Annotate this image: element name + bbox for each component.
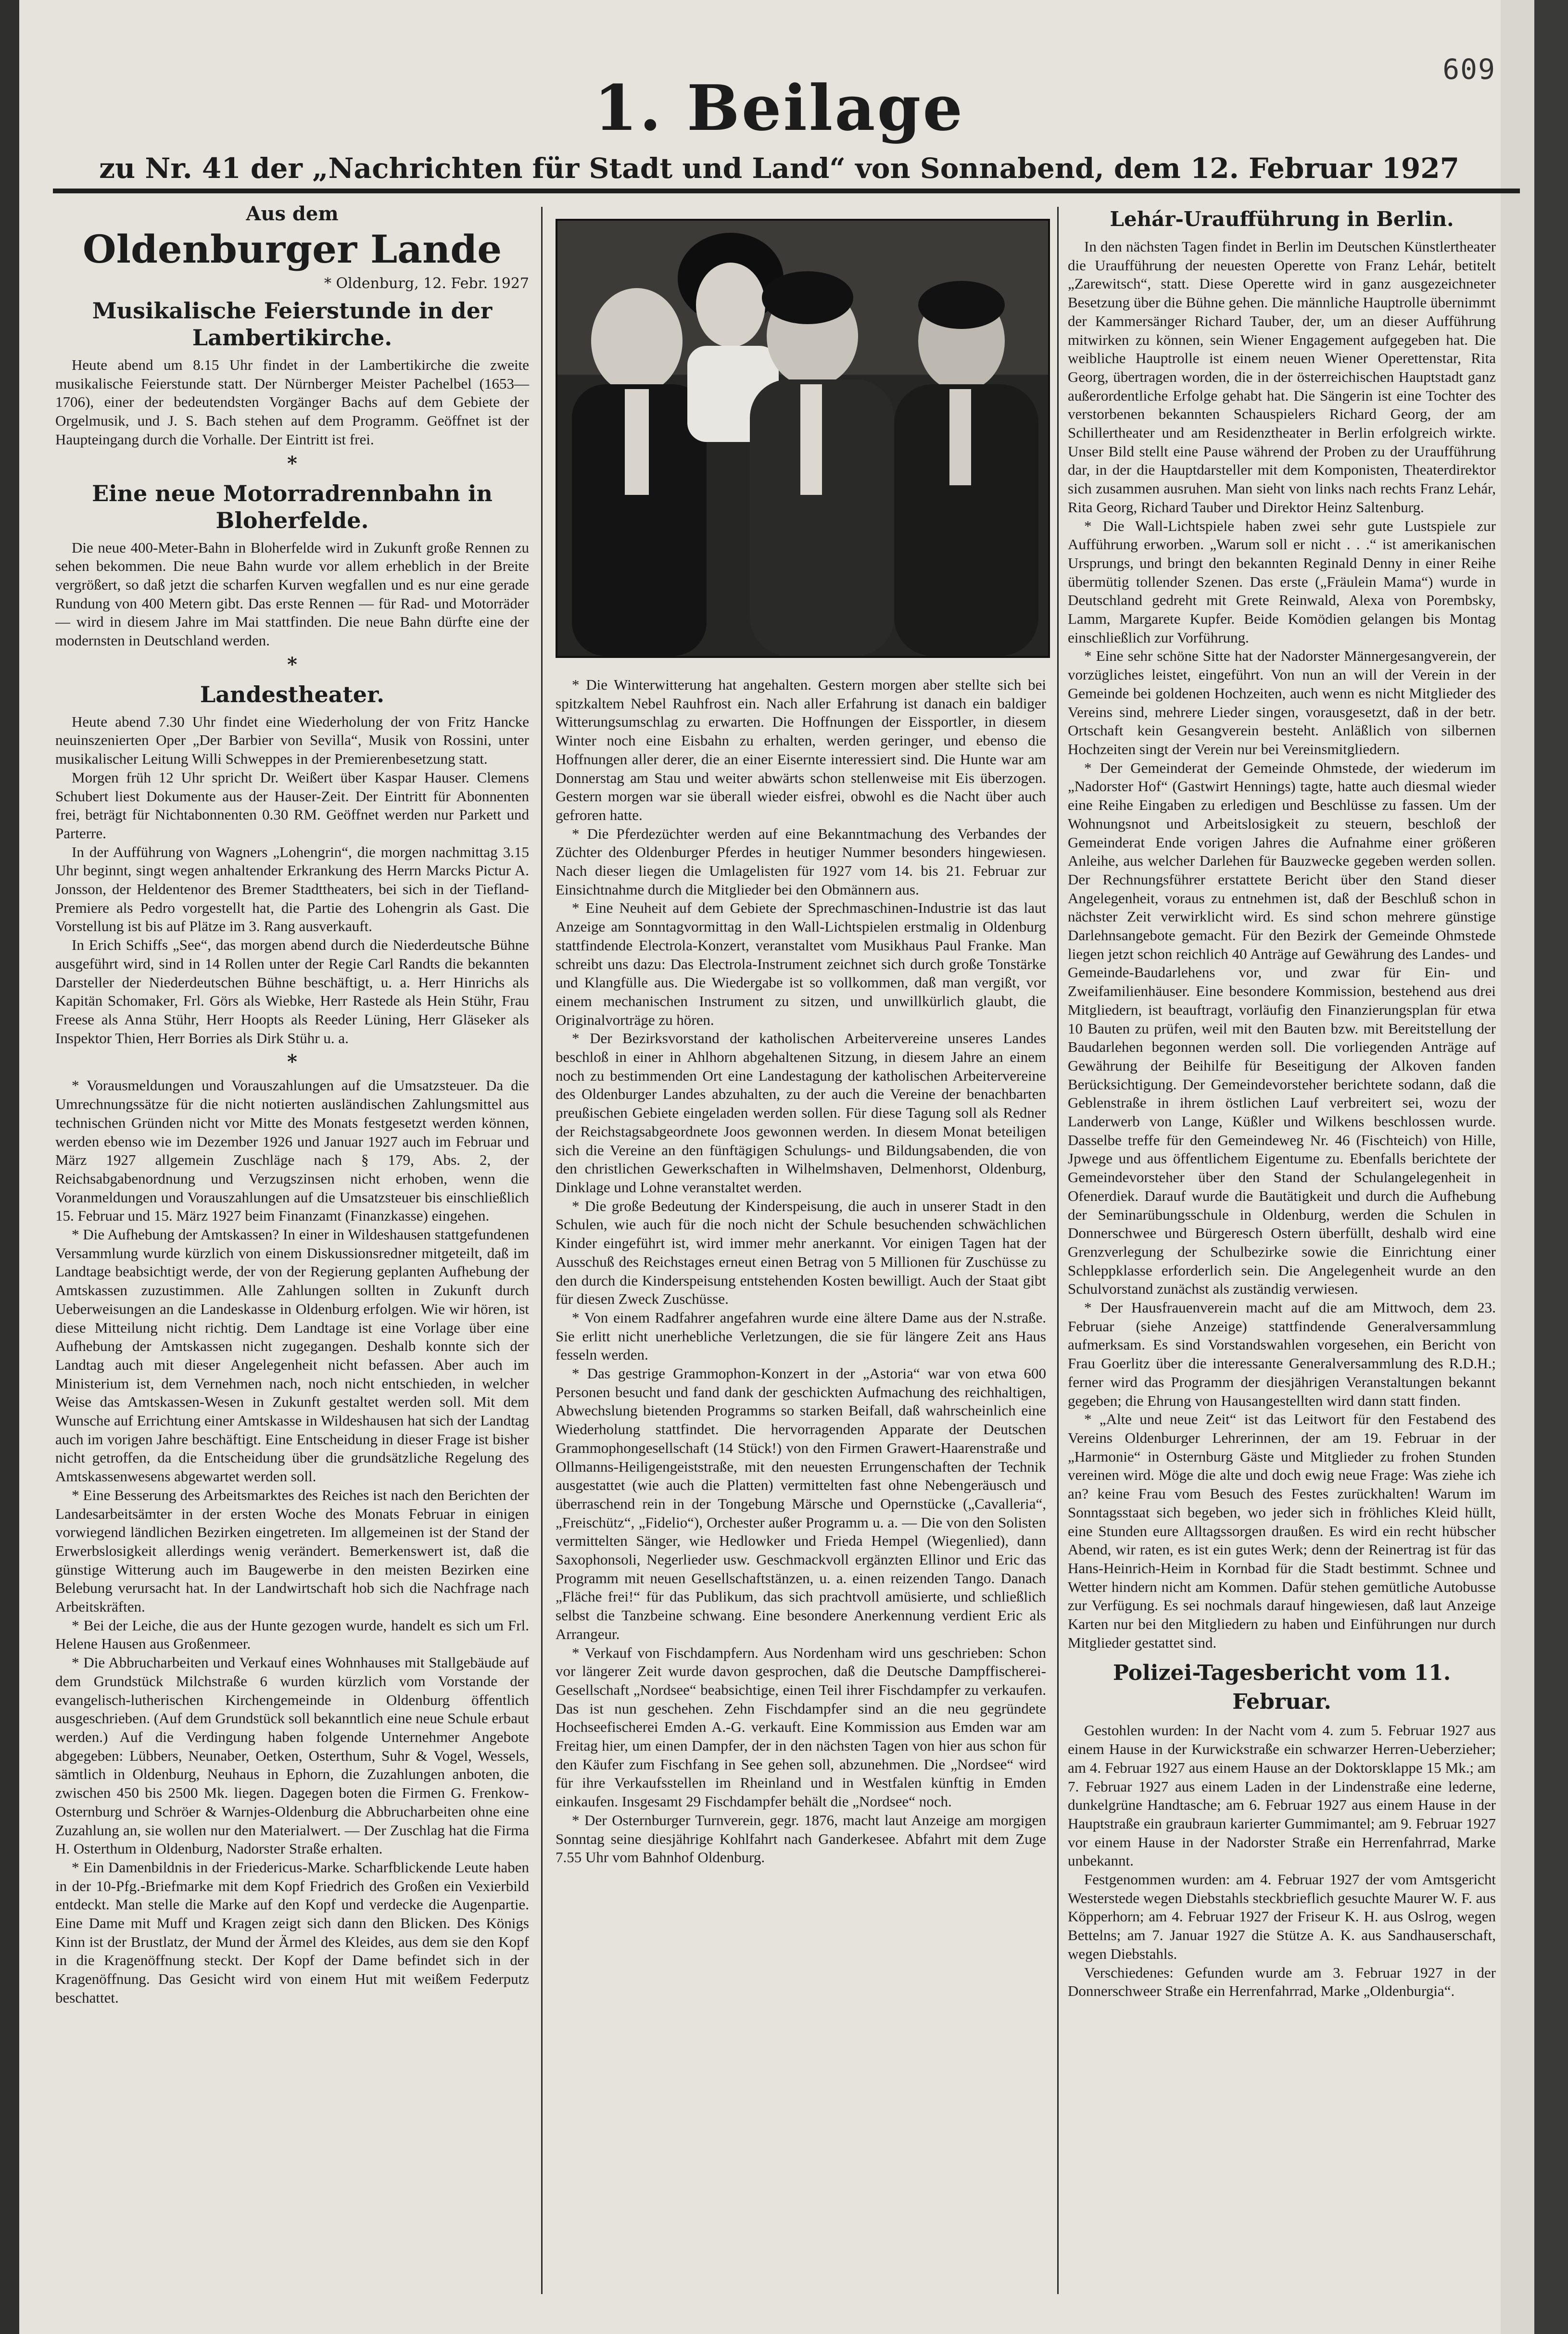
supplement-subtitle: zu Nr. 41 der „Nachrichten für Stadt und Land“ von Sonnabend, dem 12. Februar 1927 [99,152,1459,185]
separator-asterisk: * [287,653,297,676]
article-paragraph: * Bei der Leiche, die aus der Hunte gezogen wurde, handelt es sich um Frl. Helene Hausen aus Großenmeer. [55,1616,529,1653]
article-paragraph: * Eine Besserung des Arbeitsmarktes des Reiches ist nach den Berichten der Landesarbeitsämter in der ersten Woche des Monats Februar in einigen vorwiegend ländlichen Bezirken eingetreten. Im allgemeinen ist der Stand der Erwerbslosigkeit allerdings wenig verändert. Bemerkenswert ist, daß die günstige Witterung auch im Baugewerbe in den meisten Bezirken eine Belebung verursacht hat. In der Landwirtschaft hob sich die Nachfrage nach Arbeitskräften. [55,1486,529,1615]
police-report-heading: Polizei-Tagesbericht vom 11. Februar. [1113,1661,1451,1715]
newspaper-page [19,0,1534,2334]
article-paragraph: Gestohlen wurden: In der Nacht vom 4. zum 5. Februar 1927 aus einem Hause in der Kurwickstraße ein schwarzer Herren-Ueberzieher; am 4. Februar 1927 aus einem Hause an der Doktorsklappe 15 Mk.; am 7. Februar 1927 aus einem Laden in der Lindenstraße eine lederne, dunkelgrüne Handtasche; am 6. Februar 1927 aus einem Hause in der Hauptstraße ein graubraun karierter Gummimantel; am 9. Februar 1927 vor einem Hause in der Nadorster Straße ein Herrenfahrrad, Marke unbekannt. [1068,1722,1496,1869]
middle-column [556,676,1046,1867]
article-paragraph: * Die Aufhebung der Amtskassen? In einer in Wildeshausen stattgefundenen Versammlung wurde kürzlich von einem Diskussionsredner mitgeteilt, daß im Landtage beabsichtigt werde, der von der Regierung geplanten Aufhebung der Amtskassen zuzustimmen. Alle Zahlungen sollten in Zukunft durch Ueberweisungen an die Landeskasse in Oldenburg erfolgen. Wie wir hören, ist diese Mitteilung nicht richtig. Dem Landtage ist eine Vorlage über eine Aufhebung der Amtskassen nicht zugegangen. Deshalb konnte sich der Landtag auch mit dieser Angelegenheit nicht befassen. Aber auch im Ministerium ist, dem Vernehmen nach, noch nicht entschieden, in welcher Weise das Amtskassen-Wesen in Zukunft gestaltet werden soll. Mit dem Wunsche auf Errichtung einer Amtskasse in Wildeshausen hat sich der Landtag auch im vorigen Jahre beschäftigt. Eine Entscheidung in dieser Frage ist bisher nicht getroffen, da die Entscheidung über die grundsätzliche Regelung des Amtskassenwesens abgewartet werden soll. [55,1226,529,1485]
separator-asterisk: * [287,452,297,475]
person-head [591,288,683,394]
column-divider [541,207,543,2294]
article-paragraph: In Erich Schiffs „See“, das morgen abend durch die Niederdeutsche Bühne ausgeführt wird, sind in 14 Rollen unter der Regie Carl Randts die bekannten Darsteller der Niederdeutschen Bühne beschäftigt, u. a. Herr Hinrichs als Kapitän Schomaker, Frl. Görs als Wiebke, Herr Rastede als Hein Stühr, Frau Freese als Anna Stühr, Herr Hoopts als Reeder Lüning, Herr Gläseker als Inspektor Thien, Herr Borries als Dirk Stühr u. a. [55,936,529,1047]
masthead-rule [53,189,1520,193]
scan-gutter [0,0,19,2334]
article-paragraph: * Verkauf von Fischdampfern. Aus Nordenham wird uns geschrieben: Schon vor längerer Zeit wurde davon gesprochen, daß die Deutsche Dampffischerei-Gesellschaft „Nordsee“ beabsichtige, einen Teil ihrer Fischdampfer zu verkaufen. Das ist nun geschehen. Zehn Fischdampfer sind an die neu gegründete Hochseefischerei Emden A.-G. verkauft. Eine Kommission aus Emden war am Freitag hier, um einen Dampfer, der in den nächsten Tagen von hier aus schon für den Käufer zum Fischfang in See gehen soll, abzunehmen. Die „Nordsee“ wird für ihre Verkaufsstellen im Rheinland und in Westfalen künftig in Emden einkaufen. Insgesamt 29 Fischdampfer behält die „Nordsee“ noch. [556,1644,1046,1810]
article-paragraph: * „Alte und neue Zeit“ ist das Leitwort für den Festabend des Vereins Oldenburger Lehrerinnen, der am 19. Februar in der „Harmonie“ in Osternburg Gäste und Mitglieder zu frohen Stunden vereinen wird. Möge die alte und doch ewig neue Frage: Was ziehe ich an? keine Frau vom Besuch des Festes zurückhalten! Warum im Sonntagsstaat sich begeben, wo jeder sich in fröhliches Kleid hüllt, eine Stunden eure Alltagssorgen draußen. Es wird ein recht hübscher Abend, wir raten, es ist ein gutes Werk; denn der Reinertrag ist für das Hans-Heinrich-Heim in Kornbad für die Stadt bestimmt. Schnee und Wetter hindern nicht am Kommen. Dafür stehen gemütliche Autobusse zur Verfügung. Es sei nochmals darauf hingewiesen, daß laut Anzeige Karten nur bei den Mitgliedern zu haben und Einführungen nur durch Mitglieder gestattet sind. [1068,1411,1496,1651]
right-column [1068,202,1496,2001]
separator-asterisk: * [287,1050,297,1073]
supplement-title: 1. Beilage [594,71,965,145]
masthead [58,72,1501,188]
article-paragraph: In den nächsten Tagen findet in Berlin im Deutschen Künstlertheater die Uraufführung der neuesten Operette von Franz Lehár, betitelt „Zarewitsch“, statt. Diese Operette wird in ganz ausgezeichneter Besetzung über die Bühne gehen. Die männliche Hauptrolle übernimmt der Kammersänger Richard Tauber, der, um an dieser Aufführung mitwirken zu können, sein Wiener Engagement aufgegeben hat. Die weibliche Hauptrolle ist einem neuen Wiener Operettenstar, Rita Georg, übertragen worden, die in der österreichischen Hauptstadt ganz außerordentliche Erfolge gehabt hat. Die Sängerin ist eine Tochter des verstorbenen bekannten Schauspielers Richard Georg, der am Schillertheater und am Residenztheater in Berlin erfolgreich wirkte. Unser Bild stellt eine Pause während der Proben zu der Uraufführung dar, in der die Hauptdarsteller mit dem Komponisten, Theaterdirektor sich zusammen ausruhen. Man sieht von links nach rechts Franz Lehár, Rita Georg, Richard Tauber und Direktor Heinz Saltenburg. [1068,238,1496,516]
middle-articles [556,676,1046,1867]
article-paragraph: * Ein Damenbildnis in der Friedericus-Marke. Scharfblickende Leute haben in der 10-Pfg.-Briefmarke mit dem Kopf Friedrich des Großen ein Vexierbild entdeckt. Man stelle die Marke auf den Kopf und verdecke die Augenpartie. Eine Dame mit Muff und Kragen zeigt sich dann den Blicken. Des Königs Kinn ist der Brustlatz, der Mund der Ärmel des Kleides, aus dem sie den Kopf in die Kragenöffnung steckt. Der Kopf der Dame befindet sich in der Kragenöffnung. Das Gesicht wird von einem Hut mit weißem Federputz beschattet. [55,1858,529,2006]
article-heading: Eine neue Motorradrennbahn in Bloherfelde. [92,480,493,533]
lehar-heading: Lehár-Uraufführung in Berlin. [1110,207,1454,231]
person-head [696,263,765,347]
article-paragraph: Morgen früh 12 Uhr spricht Dr. Weißert über Kaspar Hauser. Clemens Schubert liest Dokumente aus der Hauser-Zeit. Der Eintritt für Abonnenten frei, beträgt für Nichtabonnenten 0.30 RM. Geöffnet werden nur Parkett und Parterre. [55,769,529,842]
article-paragraph: * Das gestrige Grammophon-Konzert in der „Astoria“ war von etwa 600 Personen besucht und fand dank der geschickten Aufmachung des reichhaltigen, Abwechslung bietenden Programms so starken Beifall, daß wahrscheinlich eine Wiederholung stattfindet. Die hervorragenden Apparate der Deutschen Grammophongesellschaft (14 Stück!) von den Firmen Grawert-Haarenstraße und Ollmanns-Heiligengeiststraße, mit den neuesten Errungenschaften der Technik ausgestattet (wie auch die Platten) vermittelten fast ohne Nebengeräusch und überraschend rein in der Tongebung Märsche und Opernstücke („Cavalleria“, „Freischütz“, „Fidelio“), Orchester außer Programm u. a. — Die von den Solisten vermittelten Sänger, wie Hedlowker und Frieda Hempel (Wiegenlied), dann Saxophonsoli, Negerlieder usw. Geschmackvoll ergänzten Ellinor und Eric das Programm mit neuen Gesellschaftstänzen, u. a. einen reizenden Tango. Danach „Fläche frei!“ für das Publikum, das sich prachtvoll amüsierte, und schließlich selbst die Tanzbeine schwang. Eine besondere Anerkennung verdient Eric als Arrangeur. [556,1365,1046,1642]
article-paragraph: Die neue 400-Meter-Bahn in Bloherfelde wird in Zukunft große Rennen zu sehen bekommen. Die neue Bahn wurde vor allem erheblich in der Breite vergrößert, so daß jetzt die scharfen Kurven wegfallen und es nur eine gerade Rundung von 400 Metern gibt. Das erste Rennen — für Rad- und Motorräder — wird in diesem Jahre im Mai stattfinden. Die neue Bahn dürfte eine der modernsten in Deutschland werden. [55,539,529,649]
police-report [1068,1721,1496,2001]
page-edge [1501,0,1534,2334]
article-paragraph: * Die große Bedeutung der Kinderspeisung, die auch in unserer Stadt in den Schulen, wie auch für die noch nicht der Schule besuchenden schwächlichen Kinder eingeführt ist, wird immer mehr anerkannt. Vor einigen Tagen hat der Ausschuß des Reichstages erneut einen Betrag von 5 Millionen für Zuschüsse zu den durch die Kinderspeisung entstehenden Kosten bewilligt. Auch der Staat gibt für diesen Zweck Zuschüsse. [556,1197,1046,1308]
article-paragraph: * Vorausmeldungen und Vorauszahlungen auf die Umsatzsteuer. Da die Umrechnungssätze für die nicht notierten ausländischen Zahlungsmittel aus technischen Gründen nicht vor Mitte des Monats festgesetzt werden können, werden ebenso wie im Dezember 1926 und Januar 1927 auch im Februar und März 1927 allgemein Zuschläge nach § 179, Abs. 2, der Reichsabgabenordnung und Verzugszinsen nicht erhoben, wenn die Voranmeldungen und Vorauszahlungen auf die Umsatzsteuer bis einschließlich 15. Februar und 15. März 1927 beim Finanzamt (Finanzkasse) eingehen. [55,1077,529,1224]
article-paragraph: Heute abend um 8.15 Uhr findet in der Lambertikirche die zweite musikalische Feierstunde statt. Der Nürnberger Meister Pachelbel (1653—1706), einer der bedeutendsten Vorgänger Bachs auf dem Gebiete der Orgelmusik, und J. S. Bach stehen auf dem Programm. Geöffnet ist der Haupteingang durch die Vorhalle. Der Eintritt ist frei. [55,356,529,448]
article-paragraph: * Die Wall-Lichtspiele haben zwei sehr gute Lustspiele zur Aufführung erworben. „Warum soll er nicht . . .“ ist amerikanischen Ursprungs, und bringt den bekannten Reginald Denny in einer Reihe übermütig tollender Szenen. Das erste („Fräulein Mama“) wurde in Deutschland gedreht mit Grete Reinwald, Alexa von Porembsky, Lamm, Margarete Kupfer. Beide Komödien gelangen bis Montag einschließlich zur Vorführung. [1068,517,1496,646]
article-paragraph: * Der Gemeinderat der Gemeinde Ohmstede, der wiederum im „Nadorster Hof“ (Gastwirt Hennings) tagte, hatte auch diesmal wieder eine Reihe Eingaben zu erledigen und Beschlüsse zu fassen. Um der Wohnungsnot und Arbeitslosigkeit zu steuern, beschloß der Gemeinderat Ende vorigen Jahres die Aufnahme einer größeren Anleihe, aus welcher Darlehen für Bauzwecke gegeben werden sollen. Der Rechnungsführer erstattete Bericht über den Stand dieser Angelegenheit, voraus zu entnehmen ist, daß der Beschluß schon in nächster Zeit verwirklicht wird. Es sind schon mehrere günstige Darlehnsangebote gemacht. Für den Bezirk der Gemeinde Ohmstede liegen jetzt schon reichlich 40 Anträge auf Gewährung des Landes- und Gemeinde-Baudarlehens vor, und zwar für Ein- und Zweifamilienhäuser. Eine besondere Kommission, bestehend aus drei Mitgliedern, ist beauftragt, vorläufig den Finanzierungsplan für etwa 10 Bauten zu prüfen, weil mit den Bauten bzw. mit Bereitstellung der Baudarlehen begonnen werden soll. Die vorliegenden Anträge auf Gewährung der Beihilfe für Beseitigung der Alkoven fanden Berücksichtigung. Der Gemeindevorsteher berichtete sodann, daß die Geblenstraße in ihrem östlichen Lauf verbreitert sei, wozu der Landerwerb von Lange, Küßler und Wilkens beschlossen wurde. Dasselbe treffe für den Gemeindeweg Nr. 46 (Fischteich) von Hille, Jpwege und aus öffentlichem Eigentume zu. Ebenfalls berichtete der Gemeindevorsteher über den Stand der Schulangelegenheit in Ofenerdiek. Darauf wurde die Bautätigkeit und durch die Aufhebung der Seminarübungsschule in Oldenburg, werden die Schulen in Donnerschwee und Bürgeresch Ostern überfüllt, deshalb wird eine Grenzverlegung der Schulbezirke sowie die Einrichtung einer Schleppklasse erforderlich sein. Die Angelegenheit wurde an den Schulvorstand zunächst als zuständig verwiesen. [1068,759,1496,1298]
article-paragraph: Verschiedenes: Gefunden wurde am 3. Februar 1927 in der Donnerschweer Straße ein Herrenfahrrad, Marke „Oldenburgia“. [1068,1964,1496,2000]
article-paragraph: Heute abend 7.30 Uhr findet eine Wiederholung der von Fritz Hancke neuinszenierten Oper „Der Barbier von Sevilla“, Musik von Rossini, unter musikalischer Leitung Willi Schweppes in der Premierenbesetzung statt. [55,713,529,768]
dateline: * Oldenburg, 12. Febr. 1927 [324,275,529,292]
column-divider [1057,207,1059,2294]
article-paragraph: * Der Bezirksvorstand der katholischen Arbeitervereine unseres Landes beschloß in einer in Ahlhorn abgehaltenen Sitzung, in diesem Jahre an einem noch zu bestimmenden Ort eine Landestagung der katholischen Arbeitervereine des Oldenburger Landes abzuhalten, zu der auch die Vereine der benachbarten preußischen Gebiete eingeladen werden sollen. Für diese Tagung soll als Redner der Reichstagsabgeordnete Joos gewonnen werden. In diesem Monat beteiligen sich die Vereine an den fünftägigen Schulungs- und Bildungsabenden, die von den christlichen Gewerkschaften in Wilhelmshaven, Delmenhorst, Oldenburg, Dinklage und Lohne veranstaltet werden. [556,1030,1046,1196]
rehearsal-photo [556,219,1050,658]
article-heading: Landestheater. [200,681,385,707]
section-title: Oldenburger Lande [82,227,502,272]
article-paragraph: * Eine sehr schöne Sitte hat der Nadorster Männergesangverein, der vorzügliches leistet, eingeführt. Von nun an will der Verein in der Gemeinde bei goldenen Hochzeiten, auch wenn es nicht Mitglieder des Vereins sind, mehrere Lieder singen, vorausgesetzt, daß in der betr. Ortschaft kein Gesangverein besteht. Anläßlich von silbernen Hochzeiten singt der Verein nur bei Vereinsmitgliedern. [1068,647,1496,757]
left-articles [55,297,529,2007]
article-paragraph: * Die Pferdezüchter werden auf eine Bekanntmachung des Verbandes der Züchter des Oldenburger Pferdes in heutiger Nummer besonders hingewiesen. Nach dieser liegen die Umlagelisten für 1927 vom 14. bis 21. Februar zur Einsichtnahme durch die Mitglieder bei den Obmännern aus. [556,825,1046,898]
article-paragraph: * Die Abbrucharbeiten und Verkauf eines Wohnhauses mit Stallgebäude auf dem Grundstück Milchstraße 6 wurden kürzlich vom Vorstande der evangelisch-lutherischen Kirchengemeinde in Oldenburg öffentlich ausgeschrieben. (Auf dem Grundstück soll bekanntlich eine neue Schule erbaut werden.) Auf die Verdingung haben folgende Unternehmer Angebote abgegeben: Lübbers, Neunaber, Oetken, Osterthum, Suhr & Vogel, Wessels, sämtlich in Oldenburg, Neuhaus in Ephorn, die Zuzahlungen anboten, die zwischen 450 bis 2500 Mk. liegen. Dagegen boten die Firmen G. Frenkow-Osternburg und Schröer & Warnjes-Oldenburg die Abbrucharbeiten ohne eine Zuzahlung an, sie wollen nur den Materialwert. — Der Zuschlag hat die Firma H. Osterthum in Oldenburg, Nadorster Straße erhalten. [55,1654,529,1857]
page-number: 609 [1442,53,1496,86]
article-paragraph: * Von einem Radfahrer angefahren wurde eine ältere Dame aus der N.straße. Sie erlitt nicht unerhebliche Verletzungen, die sie für längere Zeit ans Haus fesseln werden. [556,1309,1046,1363]
section-label: Aus dem [246,202,339,225]
photo-illustration [557,221,1048,656]
left-column [55,202,529,2007]
right-articles [1068,238,1496,1652]
article-paragraph: * Eine Neuheit auf dem Gebiete der Sprechmaschinen-Industrie ist das laut Anzeige am Sonntagvormittag in den Wall-Lichtspielen erstmalig in Oldenburg stattfindende Electrola-Konzert, veranstaltet vom Musikhaus Paul Franke. Man schreibt uns dazu: Das Electrola-Instrument zeichnet sich durch große Tonstärke und Klangfülle aus. Die Wiedergabe ist so vollkommen, daß man vergißt, vor einem mechanischen Instrument zu sitzen, und unwillkürlich glaubt, die Originalvorträge zu hören. [556,899,1046,1028]
article-paragraph: * Die Winterwitterung hat angehalten. Gestern morgen aber stellte sich bei spitzkaltem Nebel Rauhfrost ein. Nach aller Erfahrung ist danach ein baldiger Witterungsumschlag zu erwarten. Die Hoffnungen der Eissportler, in diesem Winter noch eine Eisbahn zu erhalten, werden geringer, und ebenso die Hoffnungen aller derer, die an einer Eisernte interessiert sind. Die Hunte war am Donnerstag am Stau und weiter abwärts schon stellenweise mit Eis überzogen. Gestern morgen war sie überall wieder eisfrei, obwohl es die Nacht über auch gefroren hatte. [556,676,1046,823]
article-paragraph: * Der Hausfrauenverein macht auf die am Mittwoch, dem 23. Februar (siehe Anzeige) stattfindende Generalversammlung aufmerksam. Es sind Vorstandswahlen vorgesehen, ein Bericht von Frau Goerlitz über die interessante Generalversammlung des R.D.H.; ferner wird das Programm der diesjährigen Veranstaltungen bekannt gegeben; die Ehrung von Hausangestellten wird dann statt finden. [1068,1299,1496,1409]
article-paragraph: Festgenommen wurden: am 4. Februar 1927 der vom Amtsgericht Westerstede wegen Diebstahls steckbrieflich gesuchte Maurer W. F. aus Köpperhorn; am 4. Februar 1927 der Friseur K. H. aus Oslrog, wegen Bettelns; am 7. Januar 1927 die Stütze A. K. aus Sandhauserschaft, wegen Diebstahls. [1068,1871,1496,1962]
article-heading: Musikalische Feierstunde in der Lambertikirche. [92,298,493,351]
article-paragraph: In der Aufführung von Wagners „Lohengrin“, die morgen nachmittag 3.15 Uhr beginnt, singt wegen anhaltender Erkrankung des Herrn Marcks Pictur A. Jonsson, der Heldentenor des Bremer Stadttheaters, bei sich in der Tiefland-Premiere als Pedro vorgestellt hat, die Partie des Lohengrin als Gast. Die Vorstellung ist bis auf Plätze im 3. Rang ausverkauft. [55,843,529,935]
article-paragraph: * Der Osternburger Turnverein, gegr. 1876, macht laut Anzeige am morgigen Sonntag seine diesjährige Kohlfahrt nach Ganderkesee. Abfahrt mit dem Zuge 7.55 Uhr vom Bahnhof Oldenburg. [556,1811,1046,1866]
